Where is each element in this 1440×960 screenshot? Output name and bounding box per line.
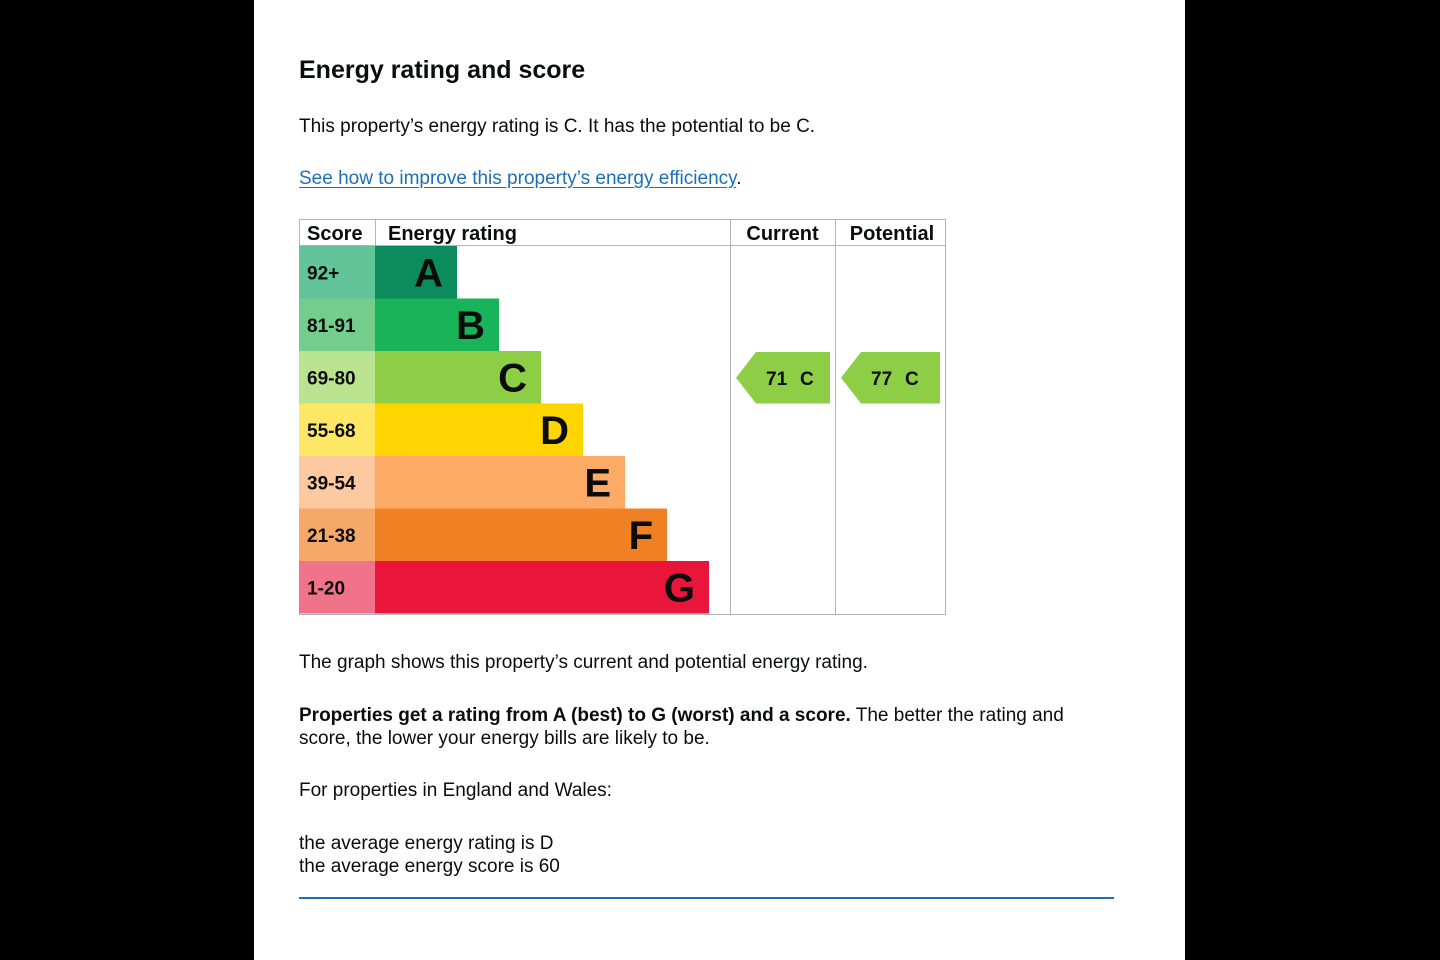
improve-paragraph	[299, 167, 1114, 190]
rating-letter-a: A	[414, 251, 443, 296]
score-label-b: 81-91	[307, 315, 356, 337]
rating-letter-d: D	[540, 408, 569, 453]
current-rating-letter: C	[800, 368, 814, 390]
score-label-a: 92+	[307, 263, 340, 285]
energy-rating-chart	[299, 219, 947, 616]
score-label-g: 1-20	[307, 578, 346, 600]
improve-link[interactable]: See how to improve this property’s energy efficiency	[299, 168, 737, 189]
rating-letter-f: F	[628, 513, 653, 558]
improve-link-suffix: .	[736, 168, 742, 189]
potential-rating-letter: C	[905, 368, 919, 390]
current-rating-score: 71	[766, 368, 788, 390]
rating-bar-f	[375, 509, 667, 562]
page	[254, 0, 1185, 960]
header-energy-rating: Energy rating	[388, 223, 517, 245]
energy-rating-svg	[299, 219, 947, 616]
rating-explanation	[299, 704, 1114, 750]
potential-rating-score: 77	[871, 368, 893, 390]
rating-summary: This property’s energy rating is C. It has the potential to be C.	[299, 116, 816, 137]
rating-letter-e: E	[584, 461, 611, 506]
region-intro: For properties in England and Wales:	[299, 780, 612, 801]
page-title: Energy rating and score	[299, 56, 586, 84]
rating-letter-g: G	[663, 566, 695, 611]
rating-explanation-bold: Properties get a rating from A (best) to G (worst) and a score.	[299, 705, 851, 726]
header-current: Current	[746, 223, 819, 245]
header-score: Score	[307, 223, 363, 245]
header-potential: Potential	[849, 223, 935, 245]
score-label-f: 21-38	[307, 525, 356, 547]
average-rating: the average energy rating is D	[299, 833, 554, 854]
section-divider	[299, 897, 1114, 899]
rating-letter-c: C	[498, 356, 527, 401]
score-label-e: 39-54	[307, 473, 356, 495]
rating-letter-b: B	[456, 303, 485, 348]
score-label-d: 55-68	[307, 420, 356, 442]
average-score: the average energy score is 60	[299, 856, 560, 877]
graph-caption: The graph shows this property’s current and potential energy rating.	[299, 652, 868, 673]
score-label-c: 69-80	[307, 368, 356, 390]
rating-explanation-rest: The better the rating and score, the lower your energy bills are likely to be.	[299, 705, 1064, 749]
rating-bar-g	[375, 561, 709, 614]
